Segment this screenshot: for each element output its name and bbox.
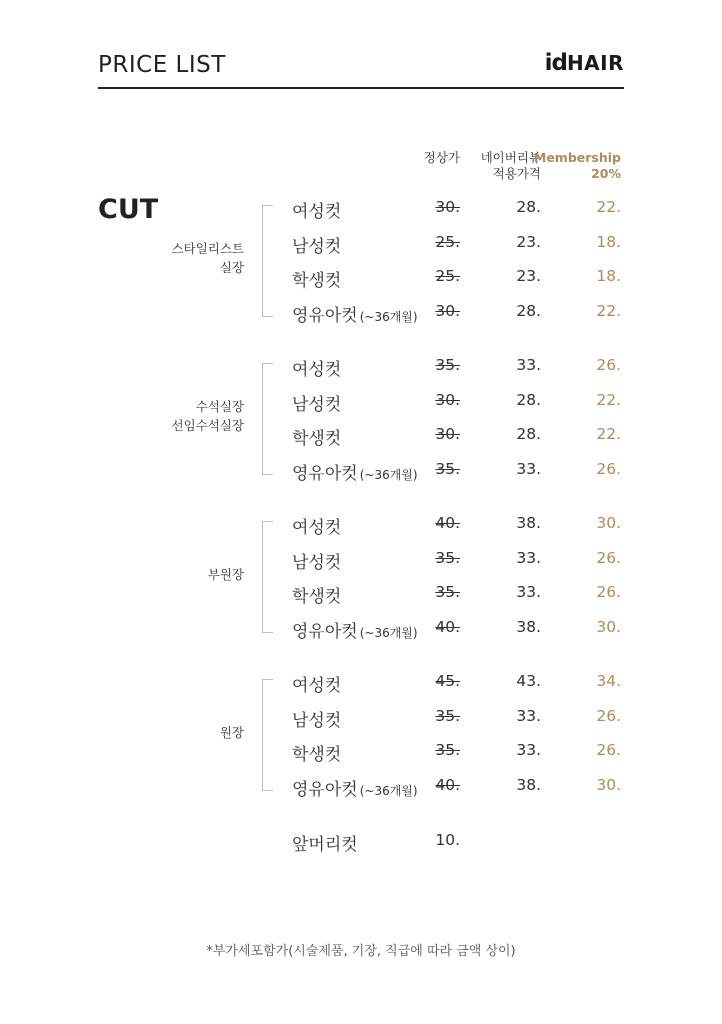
- membership-price: 18.: [596, 267, 621, 285]
- regular-price: 40.: [435, 775, 460, 794]
- regular-price: 35.: [435, 583, 460, 601]
- naver-review-price: 33.: [516, 706, 541, 725]
- item-name: [292, 232, 341, 257]
- naver-review-price: 33.: [516, 548, 541, 567]
- group-label-line2: 선임수석실장: [171, 418, 244, 433]
- item-name-text: 학생컷: [292, 587, 342, 607]
- regular-price: 30.: [435, 198, 460, 216]
- price-row: [0, 509, 722, 543]
- membership-price: 22.: [596, 301, 621, 320]
- item-name: [292, 617, 418, 642]
- item-name: [292, 706, 341, 731]
- regular-price: 35.: [435, 548, 460, 567]
- price-row: [0, 771, 722, 805]
- naver-review-price: 33.: [516, 741, 541, 759]
- membership-price: 30.: [596, 617, 621, 636]
- naver-review-price-header: [481, 150, 541, 182]
- item-name: [292, 197, 341, 222]
- member-header-line2: 20%: [591, 166, 621, 181]
- regular-price: 25.: [435, 267, 460, 285]
- price-row: [0, 736, 722, 770]
- naver-review-price: 23.: [516, 232, 541, 251]
- brand-logo: [545, 50, 624, 76]
- header-divider: [98, 87, 624, 89]
- price-row: [0, 297, 722, 331]
- item-name: [292, 424, 341, 449]
- naver-review-price: 28.: [516, 425, 541, 443]
- naver-review-price: 43.: [516, 672, 541, 690]
- extra-item-row: [0, 826, 722, 860]
- item-name-text: 남성컷: [292, 236, 342, 257]
- price-row: [0, 193, 722, 227]
- regular-price-header-text: 정상가: [423, 150, 460, 165]
- section-title-cut: CUT: [98, 194, 159, 225]
- item-name-text: 영유아컷: [292, 463, 358, 484]
- item-name-text: 여성컷: [292, 360, 342, 380]
- naver-review-price: 33.: [516, 583, 541, 601]
- membership-price: 26.: [596, 706, 621, 725]
- item-name: [292, 390, 341, 415]
- membership-price: 30.: [596, 514, 621, 532]
- regular-price: 30.: [435, 390, 460, 409]
- item-name: [292, 513, 341, 538]
- item-name-text: 여성컷: [292, 202, 342, 222]
- naver-review-price: 33.: [516, 459, 541, 478]
- extra-item-name: 앞머리컷: [292, 835, 358, 855]
- price-row: [0, 420, 722, 454]
- regular-price: 35.: [435, 741, 460, 759]
- regular-price: 35.: [435, 706, 460, 725]
- price-row: [0, 667, 722, 701]
- member-header-line1: Membership: [533, 150, 621, 165]
- price-row: [0, 544, 722, 578]
- membership-price: 26.: [596, 356, 621, 374]
- group-label-line1: 원장: [219, 725, 244, 740]
- footnote: *부가세포함가(시술제품, 기장, 직급에 따라 금액 상이): [206, 944, 516, 959]
- membership-price: 26.: [596, 583, 621, 601]
- naver-review-price: 38.: [516, 514, 541, 532]
- item-name: [292, 740, 341, 765]
- item-name-text: 학생컷: [292, 271, 342, 291]
- item-name-text: 영유아컷: [292, 779, 358, 800]
- item-name: [292, 582, 341, 607]
- item-name-text: 남성컷: [292, 552, 342, 573]
- regular-price: 30.: [435, 301, 460, 320]
- item-name: [292, 266, 341, 291]
- membership-price: 26.: [596, 459, 621, 478]
- membership-price: 22.: [596, 198, 621, 216]
- price-row: [0, 386, 722, 420]
- page-title: PRICE LIST: [98, 52, 226, 78]
- regular-price: 40.: [435, 617, 460, 636]
- logo-id-text: id: [544, 50, 567, 76]
- naver-review-price: 28.: [516, 301, 541, 320]
- naver-header-line1: 네이버리뷰: [480, 150, 541, 165]
- group-label-line1: 스타일리스트: [171, 241, 244, 256]
- item-note: (~36개월): [359, 625, 418, 640]
- item-note: (~36개월): [359, 783, 418, 798]
- naver-header-line2: 적용가격: [492, 166, 541, 181]
- price-row: [0, 455, 722, 489]
- group-label-line1: 수석실장: [195, 399, 244, 414]
- naver-review-price: 33.: [516, 356, 541, 374]
- item-name-text: 남성컷: [292, 394, 342, 415]
- item-name: [292, 355, 341, 380]
- item-name-text: 여성컷: [292, 518, 342, 538]
- price-row: [0, 578, 722, 612]
- regular-price: 45.: [435, 672, 460, 690]
- membership-price: 30.: [596, 775, 621, 794]
- price-row: [0, 613, 722, 647]
- membership-price: 26.: [596, 741, 621, 759]
- price-row: [0, 351, 722, 385]
- item-name: [292, 671, 341, 696]
- naver-review-price: 38.: [516, 775, 541, 794]
- price-row: [0, 702, 722, 736]
- item-name: [292, 459, 418, 484]
- item-note: (~36개월): [359, 309, 418, 324]
- naver-review-price: 38.: [516, 617, 541, 636]
- membership-price: 34.: [596, 672, 621, 690]
- item-name-text: 영유아컷: [292, 305, 358, 326]
- item-name-text: 남성컷: [292, 710, 342, 731]
- regular-price: 25.: [435, 232, 460, 251]
- price-row: [0, 228, 722, 262]
- item-note: (~36개월): [359, 467, 418, 482]
- item-name-text: 여성컷: [292, 676, 342, 696]
- item-name: [292, 548, 341, 573]
- regular-price: 35.: [435, 356, 460, 374]
- naver-review-price: 28.: [516, 198, 541, 216]
- group-label-line1: 부원장: [207, 567, 244, 582]
- regular-price: 30.: [435, 425, 460, 443]
- regular-price: 40.: [435, 514, 460, 532]
- membership-price-header: [534, 150, 621, 182]
- membership-price: 22.: [596, 390, 621, 409]
- item-name: [292, 775, 418, 800]
- price-row: [0, 262, 722, 296]
- logo-hair-text: HAIR: [566, 51, 624, 75]
- regular-price-header: [424, 150, 460, 166]
- regular-price: 35.: [435, 459, 460, 478]
- naver-review-price: 23.: [516, 267, 541, 285]
- membership-price: 18.: [596, 232, 621, 251]
- membership-price: 26.: [596, 548, 621, 567]
- extra-item-price: 10.: [435, 831, 460, 849]
- item-name: [292, 301, 418, 326]
- item-name-text: 학생컷: [292, 429, 342, 449]
- item-name-text: 영유아컷: [292, 621, 358, 642]
- membership-price: 22.: [596, 425, 621, 443]
- item-name-text: 학생컷: [292, 745, 342, 765]
- group-label-line2: 실장: [219, 260, 244, 275]
- naver-review-price: 28.: [516, 390, 541, 409]
